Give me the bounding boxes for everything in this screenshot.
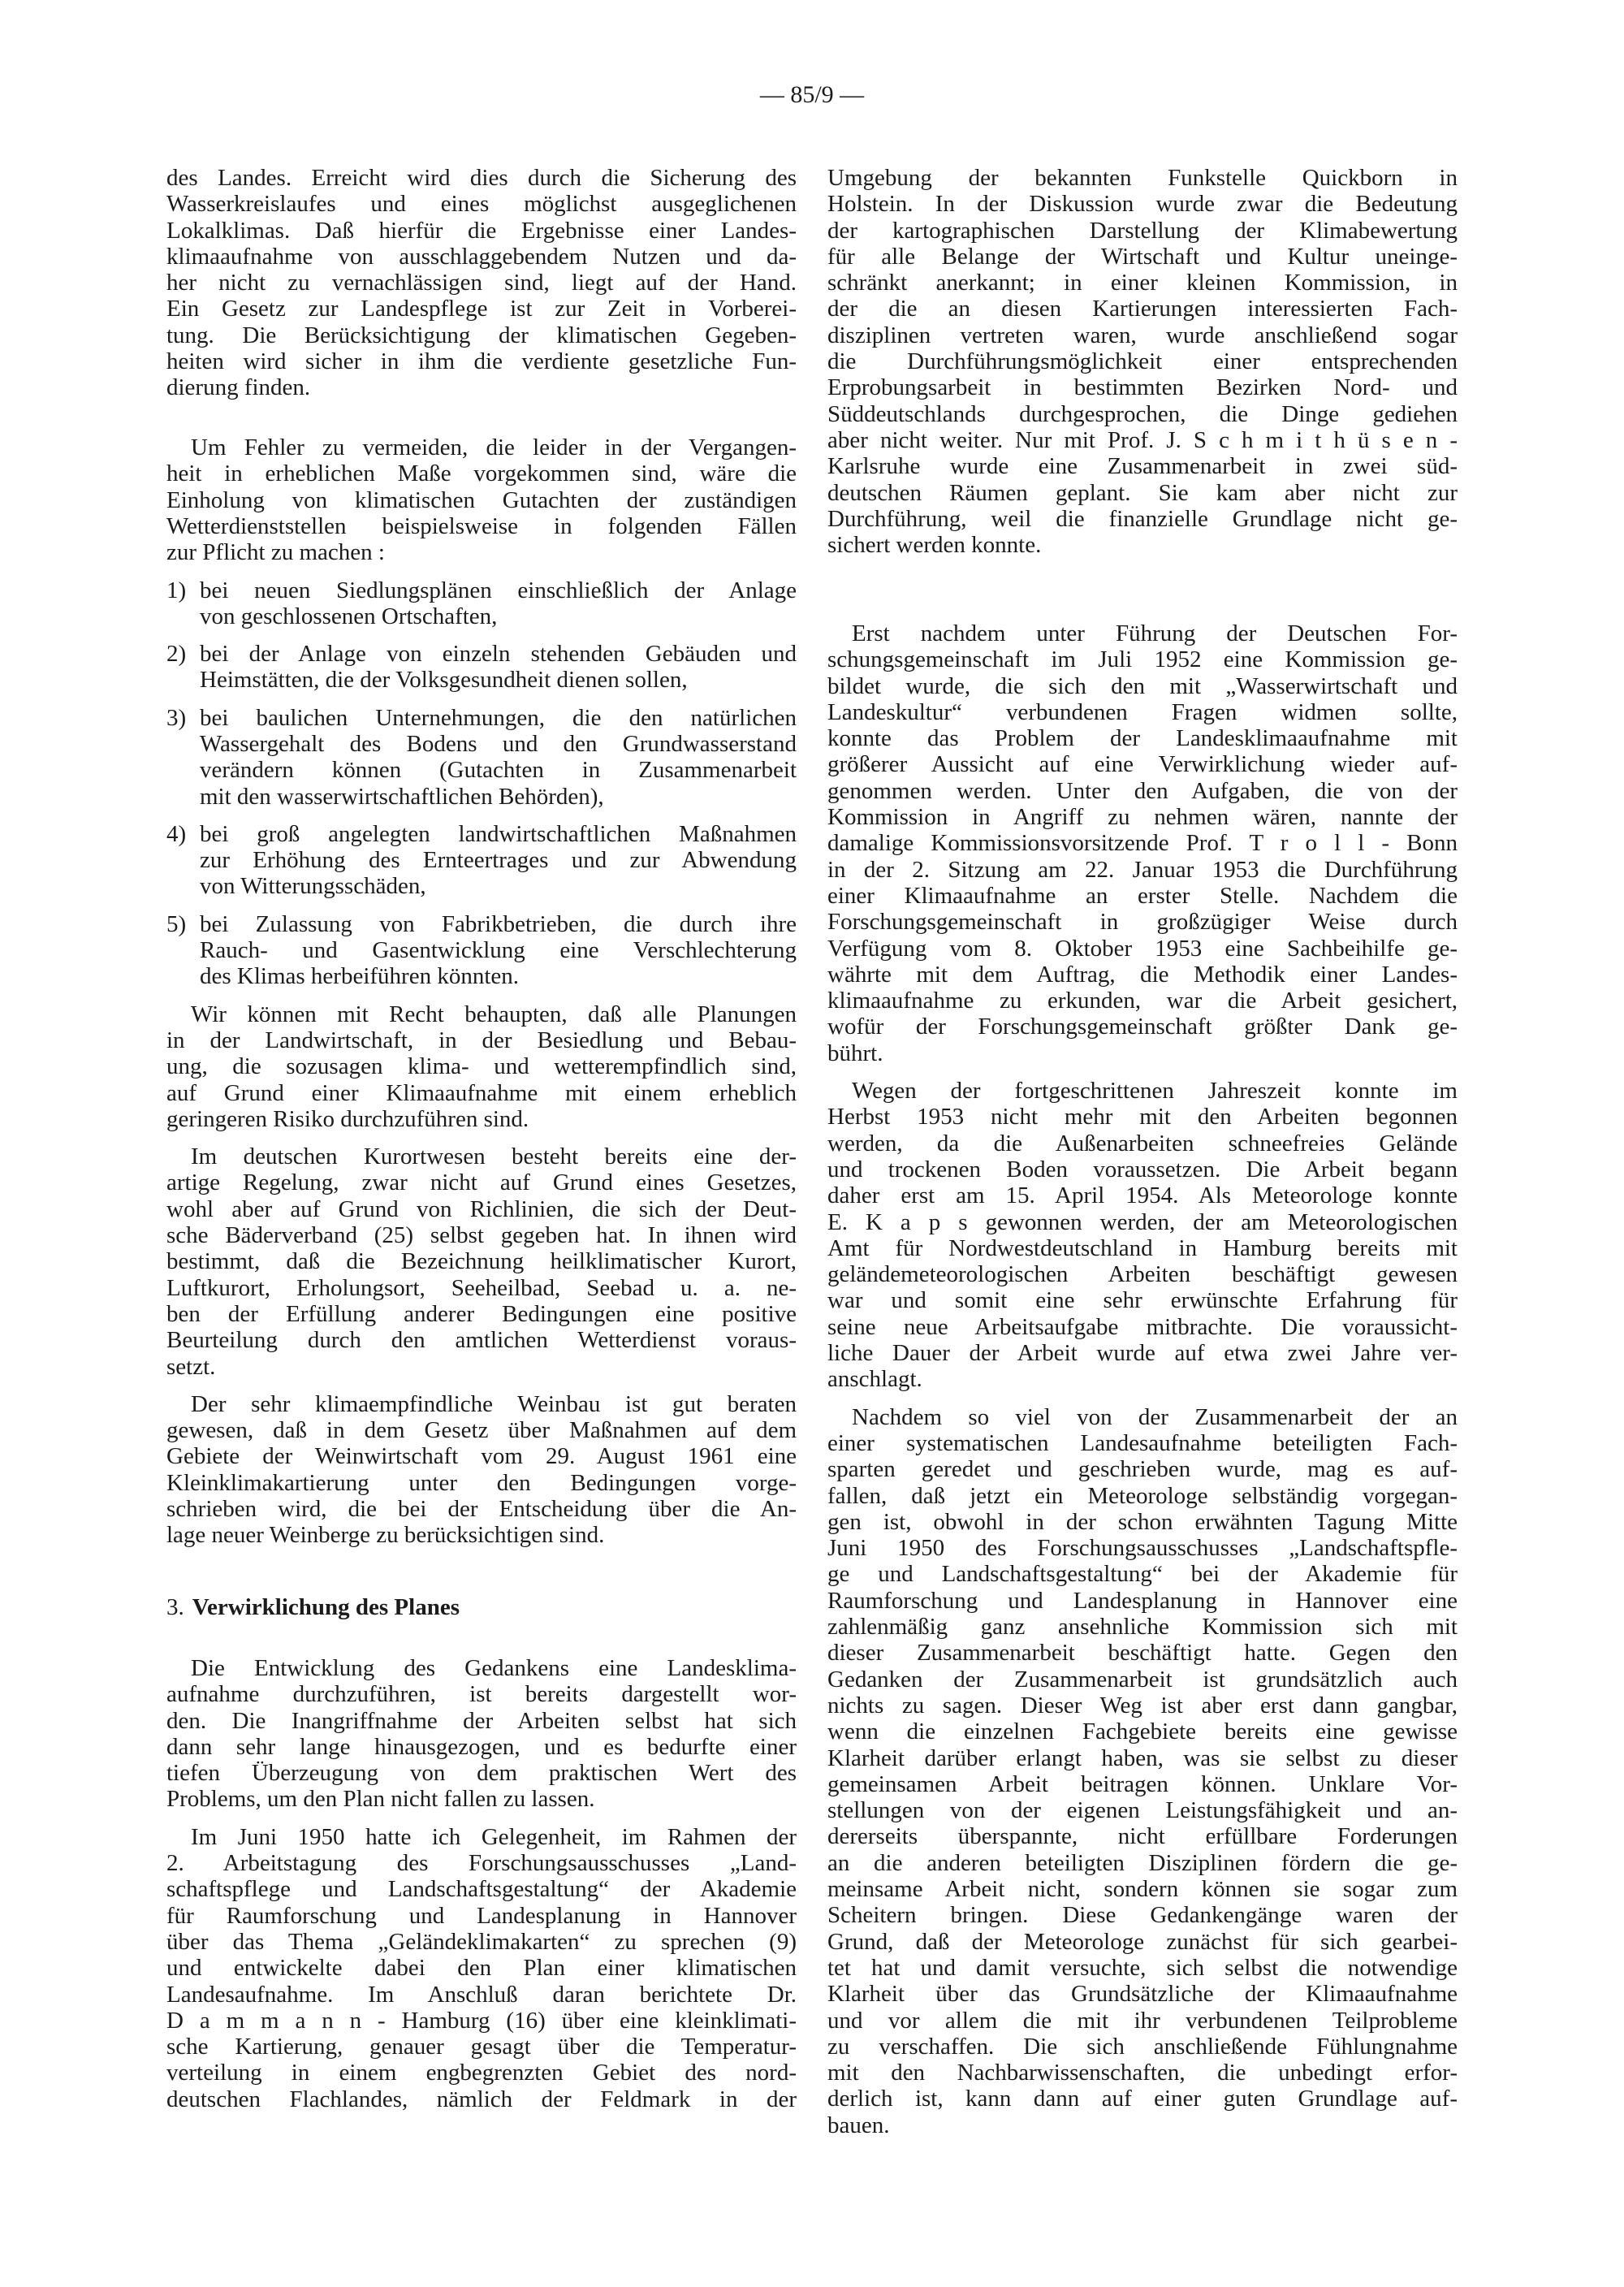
text-line: Wegen der fortgeschrittenen Jahreszeit konnte im [852, 1078, 1458, 1105]
list-item [166, 911, 797, 990]
text-line: zur Erhöhung des Ernteertrages und zur Abwendung [200, 847, 797, 874]
text-line: Beurteilung durch den amtlichen Wetterdienst voraus- [166, 1327, 797, 1354]
text-line: gewesen, daß in dem Gesetz über Maßnahmen auf dem [166, 1417, 797, 1444]
text-line: Durchführung, weil die finanzielle Grundlage nicht ge- [827, 505, 1458, 532]
text-line: mit den Nachbarwissenschaften, die unbedingt erfor- [827, 2060, 1458, 2086]
text-line: Rauch- und Gasentwicklung eine Verschlechterung [200, 937, 797, 964]
text-line: bei Zulassung von Fabrikbetrieben, die durch ihre [200, 910, 797, 937]
paragraph [827, 1404, 1458, 2138]
text-line: an die anderen beteiligten Disziplinen fördern die ge- [827, 1849, 1458, 1876]
text-line: sche Bäderverband (25) selbst gegeben hat. In ihnen wird [166, 1222, 797, 1249]
text-line: dererseits überspannte, nicht erfüllbare Forderungen [827, 1823, 1458, 1850]
text-line: geländemeteorologischen Arbeiten beschäftigt gewesen [827, 1261, 1458, 1288]
text-line: die Durchführungsmöglichkeit einer entsprechenden [827, 348, 1458, 375]
paragraph-lines [166, 1655, 797, 1813]
text-line: nichts zu sagen. Dieser Weg ist aber erst dann gangbar, [827, 1692, 1458, 1718]
text-line: disziplinen vertreten waren, wurde anschließend sogar [827, 322, 1458, 348]
list-item [166, 705, 797, 810]
paragraph-lines [166, 165, 797, 401]
text-line: Im Juni 1950 hatte ich Gelegenheit, im Rahmen der [191, 1823, 797, 1850]
text-line: mit den wasserwirtschaftlichen Behörden), [200, 783, 604, 810]
paragraph-lines [827, 1404, 1458, 2138]
text-line: und vor allem die mit ihr verbundenen Teilprobleme [827, 2007, 1458, 2034]
text-line: Süddeutschlands durchgesprochen, die Dinge gediehen [827, 400, 1458, 427]
text-line: dierung finden. [166, 374, 311, 401]
text-line: Im deutschen Kurortwesen besteht bereits eine der- [191, 1144, 797, 1170]
text-line: Gebiete der Weinwirtschaft vom 29. August 1961 eine [166, 1443, 797, 1470]
paragraph-lines [166, 1144, 797, 1380]
text-line: größerer Aussicht auf eine Verwirklichung wieder auf- [827, 751, 1458, 778]
text-line: Wir können mit Recht behaupten, daß alle Planungen [191, 1001, 797, 1027]
text-line: des Landes. Erreicht wird dies durch die Sicherung des [166, 165, 797, 191]
text-line: daher erst am 15. April 1954. Als Meteorologe konnte [827, 1182, 1458, 1209]
text-line: Raumforschung und Landesplanung in Hannover eine [827, 1587, 1458, 1614]
text-line: Kommission in Angriff zu nehmen wären, nannte der [827, 804, 1458, 831]
text-line: deutschen Flachlandes, nämlich der Feldmark in der [166, 2086, 797, 2112]
text-line: Holstein. In der Diskussion wurde zwar die Bedeutung [827, 191, 1458, 218]
text-line: in der Landwirtschaft, in der Besiedlung und Bebau- [166, 1027, 797, 1053]
text-line: geringeren Risiko durchzuführen sind. [166, 1105, 529, 1132]
paragraph-lines [200, 821, 797, 900]
text-line: Amt für Nordwestdeutschland in Hamburg bereits mit [827, 1234, 1458, 1261]
text-line: des Klimas herbeiführen könnten. [200, 963, 520, 990]
text-line: bestimmt, daß die Bezeichnung heilklimatischer Kurort, [166, 1248, 797, 1275]
text-line: genommen werden. Unter den Aufgaben, die von der [827, 777, 1458, 804]
text-line: und trockenen Boden voraussetzen. Die Arbeit begann [827, 1156, 1458, 1182]
paragraph [166, 1655, 797, 1813]
text-line: deutschen Räumen geplant. Sie kam aber nicht zur [827, 479, 1458, 506]
text-line: Luftkurort, Erholungsort, Seeheilbad, Seebad u. a. ne- [166, 1274, 797, 1301]
left-column [166, 0, 797, 2287]
paragraph-lines [827, 1078, 1458, 1393]
text-line: zahlenmäßig ganz ansehnliche Kommission sich mit [827, 1614, 1458, 1641]
list-item-number: 3) [166, 704, 187, 731]
text-line: derlich ist, kann dann auf einer guten Grundlage auf- [827, 2086, 1458, 2112]
text-line: Problems, um den Plan nicht fallen zu lassen. [166, 1786, 595, 1813]
text-line: Klarheit über das Grundsätzliche der Klimaaufnahme [827, 1981, 1458, 2008]
text-line: Einholung von klimatischen Gutachten der zuständigen [166, 486, 797, 513]
list-item [166, 641, 797, 694]
text-line: aber nicht weiter. Nur mit Prof. J. S c h m i t h ü s e n - [827, 426, 1458, 453]
text-line: zu verschaffen. Die sich anschließende Fühlungnahme [827, 2033, 1458, 2060]
text-line: Nachdem so viel von der Zusammenarbeit der an [852, 1403, 1458, 1430]
text-line: der kartographischen Darstellung der Klimabewertung [827, 217, 1458, 244]
text-line: ge und Landschaftsgestaltung“ bei der Akademie für [827, 1561, 1458, 1588]
paragraph [166, 1144, 797, 1380]
text-line: zur Pflicht zu machen : [166, 539, 385, 566]
list-item-number: 1) [166, 577, 187, 603]
text-line: dann sehr lange hinausgezogen, und es bedurfte einer [166, 1733, 797, 1760]
text-line: damalige Kommissionsvorsitzende Prof. T r o l l - Bonn [827, 830, 1458, 857]
paragraph-lines [200, 705, 797, 810]
text-line: Kleinklimakartierung unter den Bedingungen vorge- [166, 1469, 797, 1496]
section-title: Verwirklichung des Planes [192, 1594, 460, 1620]
right-column [827, 0, 1458, 2287]
text-line: schrieben wird, die bei der Entscheidung über die An- [166, 1496, 797, 1523]
text-line: tung. Die Berücksichtigung der klimatischen Gegeben- [166, 322, 797, 348]
text-line: wohl aber auf Grund von Richlinien, die sich der Deut- [166, 1195, 797, 1222]
text-line: Ein Gesetz zur Landespflege ist zur Zeit in Vorberei- [166, 296, 797, 322]
paragraph-lines [200, 577, 797, 630]
text-line: einer systematischen Landesaufnahme beteiligten Fach- [827, 1429, 1458, 1456]
paragraph-lines [200, 641, 797, 694]
text-line: Karlsruhe wurde eine Zusammenarbeit in zwei süd- [827, 453, 1458, 480]
paragraph [166, 1824, 797, 2112]
text-line: Verfügung vom 8. Oktober 1953 eine Sachbeihilfe ge- [827, 935, 1458, 962]
text-line: bei der Anlage von einzeln stehenden Gebäuden und [200, 641, 797, 668]
text-line: schungsgemeinschaft im Juli 1952 eine Kommission ge- [827, 646, 1458, 673]
text-line: gemeinsamen Arbeit beitragen können. Unklare Vor- [827, 1770, 1458, 1797]
text-line: Um Fehler zu vermeiden, die leider in der Vergangen- [191, 434, 797, 460]
text-line: Wassergehalt des Bodens und den Grundwasserstand [200, 730, 797, 757]
text-line: her nicht zu vernachlässigen sind, liegt auf der Hand. [166, 270, 797, 296]
text-line: Forschungsgemeinschaft in großzügiger Weise durch [827, 909, 1458, 936]
text-line: währte mit dem Auftrag, die Methodik einer Landes- [827, 961, 1458, 988]
text-line: den. Die Inangriffnahme der Arbeiten selbst hat sich [166, 1707, 797, 1734]
text-line: einer Klimaaufnahme an erster Stelle. Nachdem die [827, 882, 1458, 909]
section-heading [166, 1594, 797, 1620]
text-line: über das Thema „Geländeklimakarten“ zu sprechen (9) [166, 1928, 797, 1955]
text-line: und entwickelte dabei den Plan einer klimatischen [166, 1955, 797, 1982]
text-line: der die an diesen Kartierungen interessierten Fach- [827, 296, 1458, 322]
text-line: tet hat und damit versuchte, sich selbst die notwendige [827, 1954, 1458, 1981]
text-line: dieser Zusammenarbeit beschäftigt hatte. Gegen den [827, 1640, 1458, 1667]
text-line: ung, die sozusagen klima- und wetterempfindlich sind, [166, 1053, 797, 1080]
text-line: Heimstätten, die der Volksgesundheit dienen sollen, [200, 667, 688, 694]
list-item-number: 4) [166, 820, 187, 847]
paragraph [166, 165, 797, 401]
text-line: Lokalklimas. Daß hierfür die Ergebnisse einer Landes- [166, 217, 797, 244]
paragraph [827, 165, 1458, 558]
text-line: war und somit eine sehr erwünschte Erfahrung für [827, 1287, 1458, 1314]
text-line: bauen. [827, 2112, 890, 2138]
text-line: Herbst 1953 nicht mehr mit den Arbeiten begonnen [827, 1104, 1458, 1131]
text-line: schränkt anerkannt; in einer kleinen Kommission, in [827, 270, 1458, 296]
paragraph [166, 1391, 797, 1549]
text-line: 2. Arbeitstagung des Forschungsausschusses „Land- [166, 1850, 797, 1877]
text-line: bildet wurde, die sich den mit „Wasserwirtschaft und [827, 672, 1458, 699]
text-line: auf Grund einer Klimaaufnahme mit einem erheblich [166, 1079, 797, 1106]
text-line: Erprobungsarbeit in bestimmten Bezirken Nord- und [827, 374, 1458, 401]
text-line: Die Entwicklung des Gedankens eine Landesklima- [191, 1655, 797, 1681]
text-line: liche Dauer der Arbeit wurde auf etwa zwei Jahre ver- [827, 1340, 1458, 1367]
text-line: bei baulichen Unternehmungen, die den natürlichen [200, 704, 797, 731]
list-item [166, 821, 797, 900]
text-line: für Raumforschung und Landesplanung in Hannover [166, 1902, 797, 1929]
text-line: anschlagt. [827, 1366, 922, 1393]
text-line: setzt. [166, 1353, 216, 1380]
text-line: wofür der Forschungsgemeinschaft größter Dank ge- [827, 1014, 1458, 1040]
list-item [166, 577, 797, 630]
text-line: sparten geredet und geschrieben wurde, mag es auf- [827, 1456, 1458, 1483]
text-line: bührt. [827, 1040, 883, 1066]
paragraph-lines [166, 1391, 797, 1549]
text-line: sche Kartierung, genauer gesagt über die Temperatur- [166, 2034, 797, 2060]
text-line: lage neuer Weinberge zu berücksichtigen sind. [166, 1522, 605, 1549]
text-line: schaftspflege und Landschaftsgestaltung“ der Akademie [166, 1876, 797, 1903]
text-line: verändern können (Gutachten in Zusammenarbeit [200, 757, 797, 784]
paragraph [166, 1001, 797, 1132]
paragraph-lines [827, 620, 1458, 1066]
text-line: Erst nachdem unter Führung der Deutschen For- [852, 620, 1458, 646]
text-line: artige Regelung, zwar nicht auf Grund eines Gesetzes, [166, 1169, 797, 1196]
text-line: Scheitern bringen. Diese Gedankengänge waren der [827, 1902, 1458, 1929]
page-number: — 85/9 — [759, 81, 865, 108]
text-line: gen ist, obwohl in der schon erwähnten Tagung Mitte [827, 1508, 1458, 1535]
text-line: meinsame Arbeit nicht, sondern können sie sogar zum [827, 1876, 1458, 1903]
text-line: konnte das Problem der Landesklimaaufnahme mit [827, 725, 1458, 752]
list-item-number: 5) [166, 910, 187, 937]
text-line: von geschlossenen Ortschaften, [200, 603, 498, 629]
text-line: seine neue Arbeitsaufgabe mitbrachte. Die voraussicht- [827, 1313, 1458, 1340]
paragraph [166, 434, 797, 565]
text-line: in der 2. Sitzung am 22. Januar 1953 die Durchführung [827, 856, 1458, 883]
text-line: von Witterungsschäden, [200, 873, 426, 900]
text-line: E. K a p s gewonnen werden, der am Meteorologischen [827, 1208, 1458, 1235]
paragraph-lines [166, 434, 797, 565]
text-line: Landesaufnahme. Im Anschluß daran berichtete Dr. [166, 1981, 797, 2008]
text-line: heiten wird sicher in ihm die verdiente gesetzliche Fun- [166, 348, 797, 375]
text-line: werden, da die Außenarbeiten schneefreies Gelände [827, 1130, 1458, 1156]
paragraph [827, 620, 1458, 1066]
text-line: wenn die einzelnen Fachgebiete bereits eine gewisse [827, 1718, 1458, 1745]
text-line: Wetterdienststellen beispielsweise in folgenden Fällen [166, 512, 797, 539]
text-line: Wasserkreislaufes und eines möglichst ausgeglichenen [166, 191, 797, 218]
text-line: Klarheit darüber erlangt haben, was sie selbst zu dieser [827, 1744, 1458, 1771]
paragraph-lines [166, 1824, 797, 2112]
text-line: Der sehr klimaempfindliche Weinbau ist gut beraten [191, 1390, 797, 1417]
text-line: bei groß angelegten landwirtschaftlichen Maßnahmen [200, 820, 797, 847]
text-line: Gedanken der Zusammenarbeit ist grundsätzlich auch [827, 1666, 1458, 1693]
text-line: klimaaufnahme von ausschlaggebendem Nutzen und da- [166, 243, 797, 270]
text-line: klimaaufnahme zu erkunden, war die Arbeit gesichert, [827, 988, 1458, 1014]
paragraph [827, 1078, 1458, 1393]
text-line: Juni 1950 des Forschungsausschusses „Landschaftspfle- [827, 1535, 1458, 1562]
text-line: sichert werden konnte. [827, 532, 1042, 559]
text-line: Umgebung der bekannten Funkstelle Quickborn in [827, 165, 1458, 191]
paragraph-lines [166, 1001, 797, 1132]
text-line: fallen, daß jetzt ein Meteorologe selbständig vorgegan- [827, 1482, 1458, 1509]
text-line: D a m m a n n - Hamburg (16) über eine kleinklimati- [166, 2007, 797, 2034]
section-number: 3. [166, 1594, 184, 1620]
text-line: verteilung in einem engbegrenzten Gebiet des nord- [166, 2060, 797, 2086]
text-line: tiefen Überzeugung von dem praktischen Wert des [166, 1760, 797, 1787]
text-line: bei neuen Siedlungsplänen einschließlich der Anlage [200, 577, 797, 603]
text-line: Grund, daß der Meteorologe zunächst für sich gearbei- [827, 1928, 1458, 1955]
text-line: stellungen von der eigenen Leistungsfähigkeit und an- [827, 1797, 1458, 1824]
paragraph-lines [827, 165, 1458, 558]
text-line: für alle Belange der Wirtschaft und Kultur uneinge- [827, 243, 1458, 270]
text-line: ben der Erfüllung anderer Bedingungen eine positive [166, 1300, 797, 1327]
paragraph-lines [200, 911, 797, 990]
text-line: heit in erheblichen Maße vorgekommen sind, wäre die [166, 460, 797, 487]
list-item-number: 2) [166, 641, 187, 668]
text-line: Landeskultur“ verbundenen Fragen widmen sollte, [827, 698, 1458, 725]
text-line: aufnahme durchzuführen, ist bereits dargestellt wor- [166, 1681, 797, 1708]
